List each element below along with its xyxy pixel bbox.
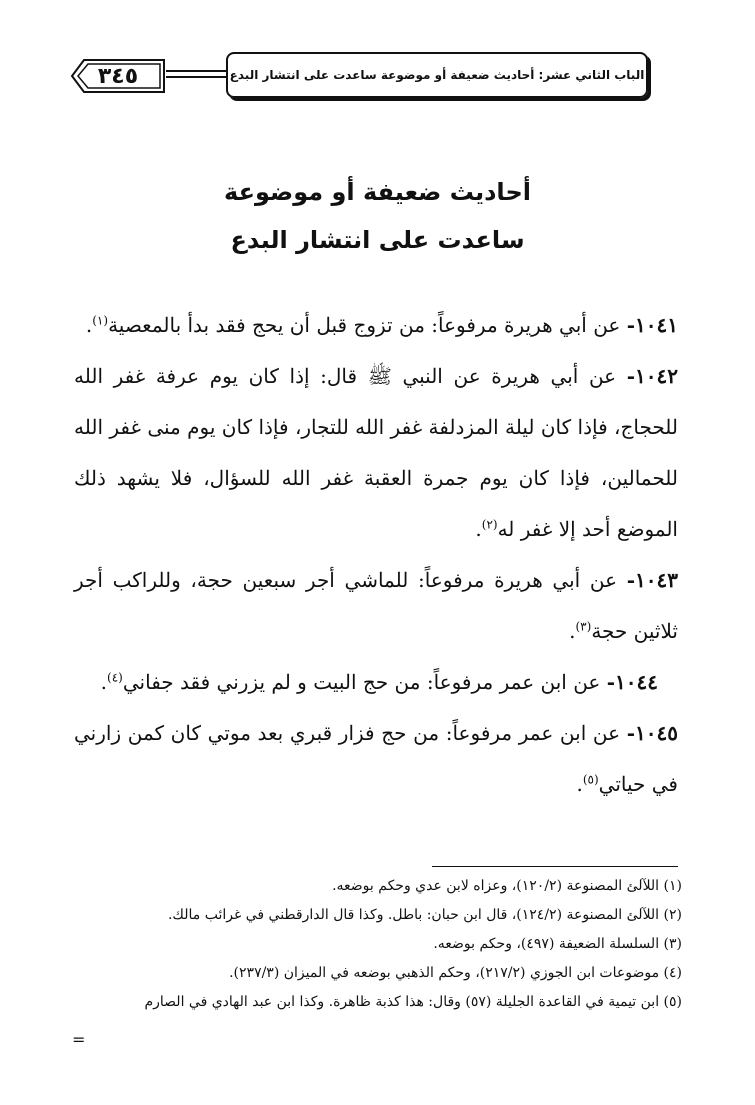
hadith-text: عن أبي هريرة مرفوعاً: من تزوج قبل أن يحج فقد بدأ بالمعصية bbox=[108, 313, 627, 337]
hadith-item bbox=[74, 555, 678, 657]
hadith-number: ١٠٤٢- bbox=[626, 364, 678, 388]
footnote-continuation-mark: = bbox=[72, 1030, 86, 1049]
hadith-text: عن ابن عمر مرفوعاً: من حج فزار قبري بعد موتي كان كمن زارني في حياتي bbox=[74, 721, 678, 796]
page-header bbox=[70, 52, 650, 102]
hadith-text: عن أبي هريرة عن النبي ﷺ قال: إذا كان يوم عرفة غفر الله للحجاج، فإذا كان ليلة المزدلفة غفر الله للتجار، فإذا كان يوم منى غفر الله للحمالين، فإذا كان يوم جمرة العقبة غفر الله للسؤال، فلا يشهد ذلك الموضع أحد إلا غفر له bbox=[74, 364, 678, 541]
footnote-ref: (٢) bbox=[481, 517, 498, 532]
footnote-ref: (٣) bbox=[575, 619, 592, 634]
footnotes bbox=[70, 872, 682, 1017]
hadith-number: ١٠٤٥- bbox=[626, 721, 678, 745]
footnote: (٣) السلسلة الضعيفة (٤٩٧)، وحكم بوضعه. bbox=[433, 936, 682, 952]
chapter-title-box bbox=[226, 52, 648, 98]
section-title-line-2: ساعدت على انتشار البدع bbox=[230, 226, 525, 254]
footnote-divider bbox=[432, 866, 678, 867]
hadith-end: . bbox=[576, 772, 583, 796]
hadith-item bbox=[74, 351, 678, 555]
hadith-text: عن ابن عمر مرفوعاً: من حج البيت و لم يزرني فقد جفاني bbox=[122, 670, 607, 694]
page-number-frame bbox=[70, 58, 166, 94]
footnote-ref: (٤) bbox=[107, 670, 123, 685]
hadith-item bbox=[74, 300, 678, 351]
hadith-end: . bbox=[569, 619, 576, 643]
hadith-number: ١٠٤٤- bbox=[606, 670, 658, 694]
hadith-list bbox=[74, 300, 678, 810]
hadith-number: ١٠٤٣- bbox=[626, 568, 678, 592]
hadith-end: . bbox=[85, 313, 93, 337]
page-number: ٣٤٥ bbox=[97, 63, 139, 89]
hadith-item bbox=[74, 708, 678, 810]
hadith-text: عن أبي هريرة مرفوعاً: للماشي أجر سبعين حجة، وللراكب أجر ثلاثين حجة bbox=[74, 568, 678, 643]
footnote-ref: (١) bbox=[92, 313, 109, 328]
footnote-ref: (٥) bbox=[582, 772, 599, 787]
section-title-line-1: أحاديث ضعيفة أو موضوعة bbox=[224, 178, 531, 206]
footnote: (٤) موضوعات ابن الجوزي (٢١٧/٢)، وحكم الذهبي بوضعه في الميزان (٢٣٧/٣). bbox=[229, 965, 682, 981]
chapter-title: الباب الثاني عشر: أحاديث ضعيفة أو موضوعة ساعدت على انتشار البدع bbox=[229, 68, 645, 82]
hadith-end: . bbox=[475, 517, 482, 541]
footnote: (٥) ابن تيمية في القاعدة الجليلة (٥٧) وقال: هذا كذبة ظاهرة. وكذا ابن عبد الهادي في الصارم bbox=[144, 994, 682, 1010]
hadith-item bbox=[74, 657, 678, 708]
header-connector bbox=[166, 70, 228, 78]
hadith-end: . bbox=[100, 670, 108, 694]
footnote: (١) اللآلئ المصنوعة (١٢٠/٢)، وعزاه لابن عدي وحكم بوضعه. bbox=[332, 878, 682, 894]
hadith-number: ١٠٤١- bbox=[626, 313, 678, 337]
section-title bbox=[0, 168, 755, 264]
footnote: (٢) اللآلئ المصنوعة (١٢٤/٢)، قال ابن حبان: باطل. وكذا قال الدارقطني في غرائب مالك. bbox=[167, 907, 682, 923]
